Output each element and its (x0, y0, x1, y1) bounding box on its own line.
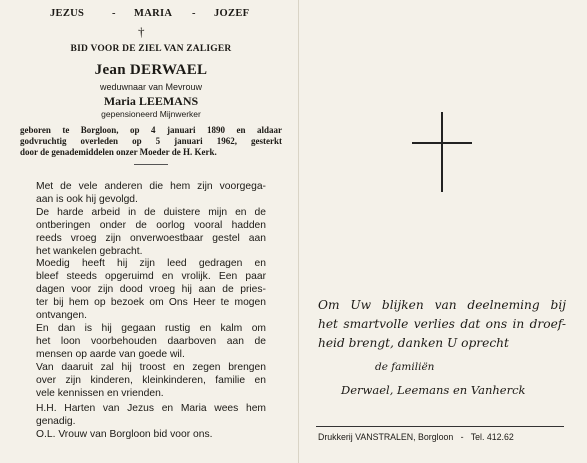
memorial-text (36, 181, 266, 442)
header-word-maria: MARIA (134, 8, 173, 19)
deceased-first-name: Jean (94, 62, 126, 78)
header-separator: - (112, 8, 116, 19)
text-line: Moedig heeft hij zijn leed gedragen en (36, 258, 266, 270)
text-line: En dan is hij gegaan rustig en kalm om (36, 322, 266, 334)
text-line: ontvangen. (36, 310, 87, 322)
text-line: aan is ook hij gevolgd. (36, 193, 138, 205)
text-line: ontberingen onder de oorlog vooral hadden (36, 219, 266, 231)
thanks-line: het smartvolle verlies dat ons in droef- (318, 317, 566, 331)
printer-phone: Tel. 412.62 (470, 432, 514, 442)
biography-block (20, 125, 282, 158)
spouse-name: Maria LEEMANS (103, 94, 199, 108)
deceased-last-name: DERWAEL (129, 62, 208, 78)
text-line: het loon voorbehouden daarboven aan de (36, 335, 266, 347)
printer-divider (316, 426, 564, 427)
header-separator: - (192, 8, 196, 19)
families-label: de familiën (375, 361, 435, 373)
divider-rule (134, 164, 168, 165)
text-line: vele kennissen en vrienden. (36, 387, 164, 399)
text-line: over zijn kinderen, kleinkinderen, familie en (36, 374, 266, 386)
header-word-jozef: JOZEF (214, 8, 250, 19)
bio-line: door de genademiddelen onzer Moeder de H. Kerk. (20, 147, 217, 157)
header-word-jezus: JEZUS (50, 8, 85, 19)
family-names: Derwael, Leemans en Vanherck (341, 383, 526, 397)
text-line: het wankelen gebracht. (36, 245, 143, 257)
printer-separator: - (460, 432, 464, 442)
printer-name: Drukkerij VANSTRALEN, Borgloon (318, 432, 454, 442)
text-line: Met de vele anderen die hem zijn voorgega- (36, 181, 266, 192)
text-line: bleef steeds opgeruimd en vrolijk. Een paar (36, 271, 266, 283)
printer-credit (318, 432, 566, 442)
thanks-line: Om Uw blijken van deelneming bij (318, 298, 566, 312)
card-fold-line (298, 0, 299, 463)
text-line: De harde arbeid in de duistere mijn en de (36, 206, 266, 218)
text-line: Van daaruit zal hij troost en zegen brengen (36, 361, 266, 373)
latin-cross-icon (412, 112, 472, 192)
text-line: ter bij hem op bezoek om Ons Heer te mogen (36, 297, 266, 309)
dagger-icon: † (138, 24, 145, 39)
text-line: H.H. Harten van Jezus en Maria wees hem (36, 403, 266, 415)
thanks-message (318, 296, 566, 353)
text-line: reeds vroeg zijn onverwoestbaar gestel aan (36, 232, 266, 244)
deceased-name (20, 62, 282, 79)
text-line: O.L. Vrouw van Borgloon bid voor ons. (36, 429, 213, 441)
occupation-text: gepensioneerd Mijnwerker (101, 109, 201, 119)
bio-line: geboren te Borgloon, op 4 januari 1890 en aldaar (20, 125, 282, 135)
text-line: genadig. (36, 416, 76, 428)
prayer-heading: BID VOOR DE ZIEL VAN ZALIGER (70, 44, 232, 54)
text-line: mensen op aarde van goede wil. (36, 348, 185, 360)
text-line: dagen voor zijn dood vroeg hij aan de pries- (36, 284, 266, 296)
bio-line: godvruchtig overleden op 5 januari 1962, gesterkt (20, 136, 282, 146)
widower-of-text: weduwnaar van Mevrouw (99, 82, 203, 92)
thanks-line: heid brengt, danken U oprecht (318, 336, 509, 350)
